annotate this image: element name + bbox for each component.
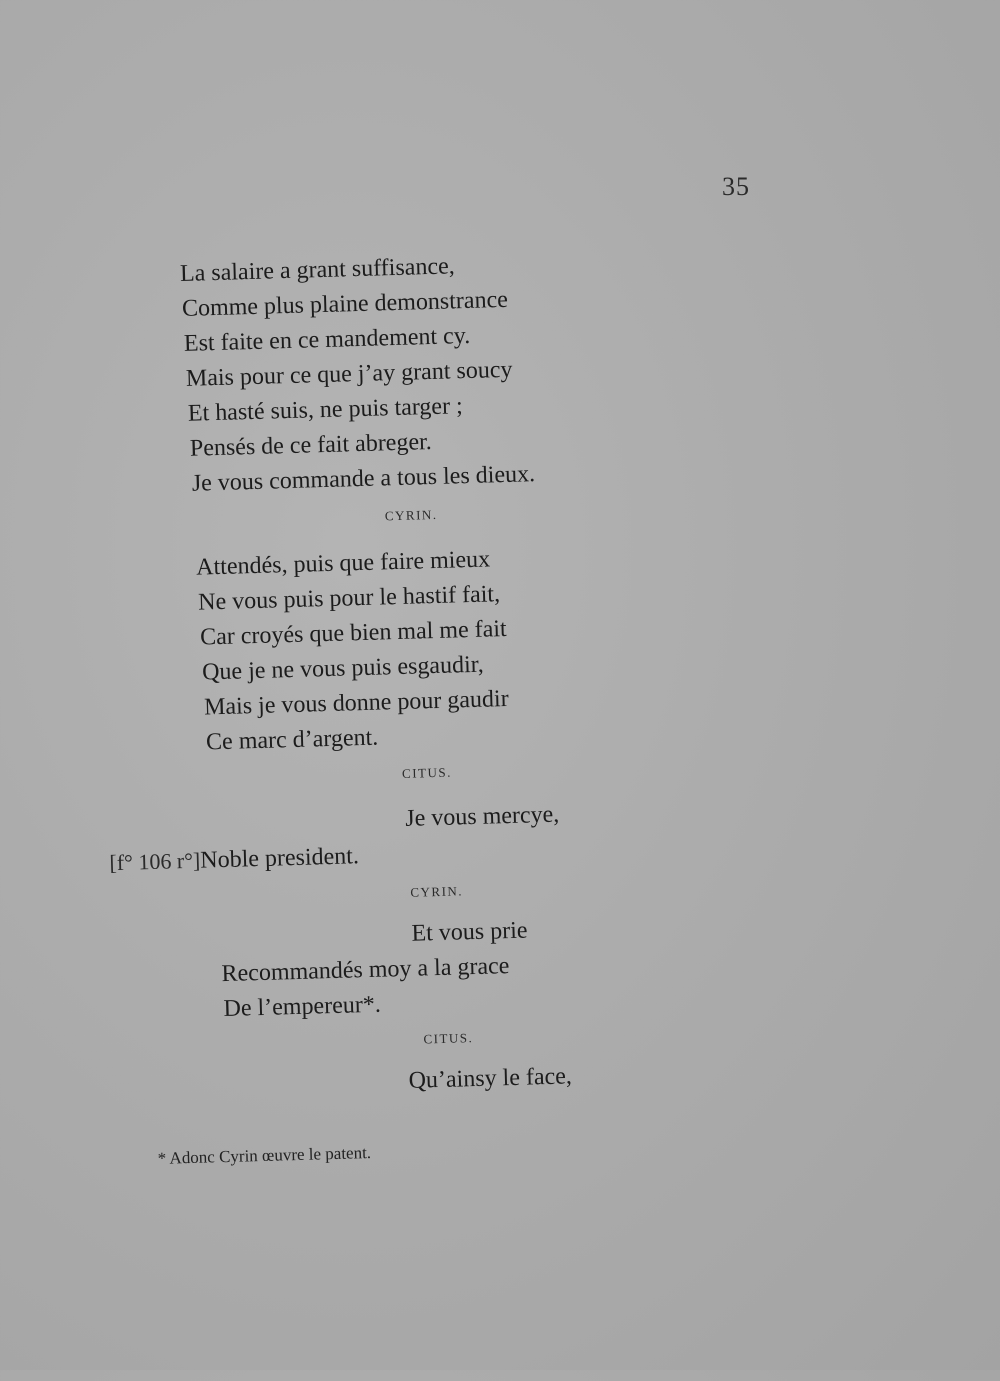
speaker-name: CYRIN. bbox=[384, 506, 438, 524]
verse-line: Je vous commande a tous les dieux. bbox=[191, 461, 536, 497]
verse-line: Et vous prie bbox=[411, 917, 528, 947]
verse-line: Car croyés que bien mal me fait bbox=[199, 616, 507, 651]
verse-line: La salaire a grant suffisance, bbox=[179, 253, 456, 287]
verse-line: Attendés, puis que faire mieux bbox=[195, 546, 491, 581]
verse-line: Que je ne vous puis esgaudir, bbox=[201, 651, 485, 686]
speaker-name: CITUS. bbox=[423, 1030, 474, 1047]
verse-line: Je vous mercye, bbox=[404, 801, 560, 832]
page-number: 35 bbox=[722, 172, 750, 201]
verse-line: Ce marc d’argent. bbox=[205, 724, 379, 756]
verse-line-with-folio bbox=[109, 842, 359, 877]
verse-line: Recommandés moy a la grace bbox=[221, 953, 510, 988]
verse-line: De l’empereur*. bbox=[223, 991, 382, 1023]
folio-reference: [f° 106 r°] bbox=[109, 847, 201, 876]
verse-line: Mais je vous donne pour gaudir bbox=[203, 685, 510, 721]
verse-line: Pensés de ce fait abreger. bbox=[189, 429, 433, 462]
footnote: * Adonc Cyrin œuvre le patent. bbox=[157, 1142, 372, 1168]
verse-line: Est faite en ce mandement cy. bbox=[183, 322, 471, 357]
verse-line: Et hasté suis, ne puis targer ; bbox=[187, 393, 464, 427]
speaker-name: CITUS. bbox=[401, 764, 453, 781]
verse-line: Ne vous puis pour le hastif fait, bbox=[197, 581, 501, 616]
verse-text: Noble president. bbox=[199, 843, 360, 874]
speaker-name: CYRIN. bbox=[410, 883, 464, 900]
verse-line: Comme plus plaine demonstrance bbox=[181, 286, 509, 322]
verse-line: Mais pour ce que j’ay grant soucy bbox=[185, 356, 513, 392]
verse-line: Qu’ainsy le face, bbox=[408, 1063, 573, 1094]
